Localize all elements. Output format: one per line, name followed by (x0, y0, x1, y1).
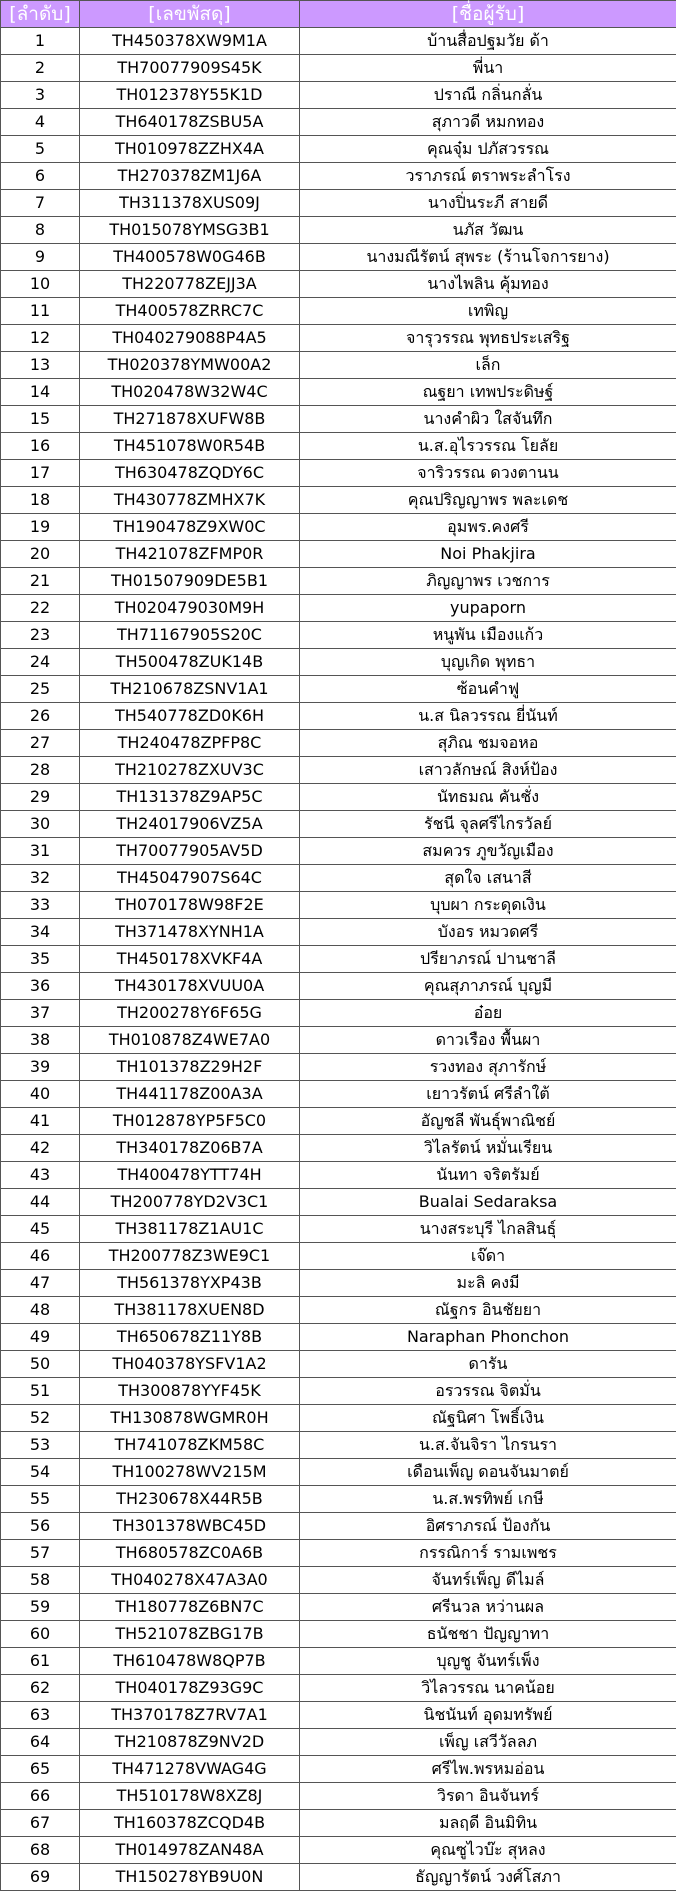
row-number: 15 (1, 406, 80, 433)
tracking-number: TH180778Z6BN7C (80, 1594, 300, 1621)
row-number: 36 (1, 973, 80, 1000)
tracking-number: TH400578W0G46B (80, 244, 300, 271)
recipient-name: ศรีนวล หว่านผล (300, 1594, 676, 1621)
table-row (1, 1081, 676, 1108)
recipient-name: เยาวรัตน์ ศรีลำใต้ (300, 1081, 676, 1108)
recipient-name: กรรณิการ์ รามเพชร (300, 1540, 676, 1567)
table-row (1, 730, 676, 757)
recipient-name: นิชนันท์ อุดมทรัพย์ (300, 1702, 676, 1729)
tracking-number: TH521078ZBG17B (80, 1621, 300, 1648)
table-row (1, 892, 676, 919)
tracking-number: TH371478XYNH1A (80, 919, 300, 946)
row-number: 63 (1, 1702, 80, 1729)
tracking-number: TH650678Z11Y8B (80, 1324, 300, 1351)
row-number: 35 (1, 946, 80, 973)
tracking-number: TH200778YD2V3C1 (80, 1189, 300, 1216)
tracking-number: TH160378ZCQD4B (80, 1810, 300, 1837)
recipient-name: เล็ก (300, 352, 676, 379)
recipient-name: ภิญญาพร เวชการ (300, 568, 676, 595)
row-number: 52 (1, 1405, 80, 1432)
tracking-number: TH400578ZRRC7C (80, 298, 300, 325)
tracking-number: TH450378XW9M1A (80, 28, 300, 55)
row-number: 23 (1, 622, 80, 649)
recipient-name: คุณจุ๋ม ปภัสวรรณ (300, 136, 676, 163)
tracking-number: TH301378WBC45D (80, 1513, 300, 1540)
table-row (1, 487, 676, 514)
recipient-name: รัชนี จุลศรีไกรวัลย์ (300, 811, 676, 838)
row-number: 54 (1, 1459, 80, 1486)
tracking-number: TH040278X47A3A0 (80, 1567, 300, 1594)
row-number: 31 (1, 838, 80, 865)
row-number: 38 (1, 1027, 80, 1054)
row-number: 49 (1, 1324, 80, 1351)
recipient-name: มลฤดี อินมิทิน (300, 1810, 676, 1837)
row-number: 34 (1, 919, 80, 946)
table-row (1, 406, 676, 433)
row-number: 40 (1, 1081, 80, 1108)
row-number: 6 (1, 163, 80, 190)
recipient-name: Naraphan Phonchon (300, 1324, 676, 1351)
tracking-number: TH040178Z93G9C (80, 1675, 300, 1702)
row-number: 16 (1, 433, 80, 460)
tracking-number: TH015078YMSG3B1 (80, 217, 300, 244)
recipient-name: ณฐยา เทพประดิษฐ์ (300, 379, 676, 406)
tracking-number: TH01507909DE5B1 (80, 568, 300, 595)
recipient-name: ปราณี กลิ่นกลั่น (300, 82, 676, 109)
tracking-number: TH200278Y6F65G (80, 1000, 300, 1027)
row-number: 42 (1, 1135, 80, 1162)
table-row (1, 1810, 676, 1837)
table-row (1, 217, 676, 244)
table-row (1, 1675, 676, 1702)
recipient-name: ดาวเรือง พื้นผา (300, 1027, 676, 1054)
recipient-name: เพ็ญ เสวีวัลลภ (300, 1729, 676, 1756)
row-number: 26 (1, 703, 80, 730)
recipient-name: น.ส.อุไรวรรณ โยลัย (300, 433, 676, 460)
table-row (1, 325, 676, 352)
recipient-name: หนูพัน เมืองแก้ว (300, 622, 676, 649)
row-number: 14 (1, 379, 80, 406)
tracking-number: TH230678X44R5B (80, 1486, 300, 1513)
recipient-name: เสาวลักษณ์ สิงห์ป้อง (300, 757, 676, 784)
table-row (1, 1351, 676, 1378)
tracking-number: TH630478ZQDY6C (80, 460, 300, 487)
recipient-name: นางสระบุรี ไกลสินธุ์ (300, 1216, 676, 1243)
recipient-name: yupaporn (300, 595, 676, 622)
tracking-number: TH150278YB9U0N (80, 1864, 300, 1891)
tracking-number: TH130878WGMR0H (80, 1405, 300, 1432)
table-row (1, 298, 676, 325)
tracking-number: TH680578ZC0A6B (80, 1540, 300, 1567)
tracking-number: TH421078ZFMP0R (80, 541, 300, 568)
recipient-name: ศรีไพ.พรหมอ่อน (300, 1756, 676, 1783)
column-header-recipient-name: [ชื่อผู้รับ] (300, 1, 676, 28)
table-row (1, 811, 676, 838)
row-number: 39 (1, 1054, 80, 1081)
tracking-number: TH020479030M9H (80, 595, 300, 622)
tracking-number: TH450178XVKF4A (80, 946, 300, 973)
column-header-tracking-number: [เลขพัสดุ] (80, 1, 300, 28)
row-number: 3 (1, 82, 80, 109)
row-number: 4 (1, 109, 80, 136)
recipient-name: บังอร หมวดศรี (300, 919, 676, 946)
tracking-number: TH400478YTT74H (80, 1162, 300, 1189)
row-number: 27 (1, 730, 80, 757)
table-row (1, 1594, 676, 1621)
table-row (1, 595, 676, 622)
table-row (1, 1000, 676, 1027)
recipient-name: จันทร์เพ็ญ ดีไมล์ (300, 1567, 676, 1594)
recipient-name: คุณปริญญาพร พละเดช (300, 487, 676, 514)
recipient-name: นภัส วัฒน (300, 217, 676, 244)
table-row (1, 82, 676, 109)
recipient-name: อิศราภรณ์ ป้องกัน (300, 1513, 676, 1540)
tracking-number: TH210878Z9NV2D (80, 1729, 300, 1756)
recipient-name: จารุวรรณ พุทธประเสริฐ (300, 325, 676, 352)
tracking-number: TH430178XVUU0A (80, 973, 300, 1000)
table-row (1, 1621, 676, 1648)
tracking-number: TH441178Z00A3A (80, 1081, 300, 1108)
recipient-name: ธนัชชา ปัญญาทา (300, 1621, 676, 1648)
tracking-number: TH014978ZAN48A (80, 1837, 300, 1864)
table-row (1, 568, 676, 595)
table-row (1, 1108, 676, 1135)
row-number: 53 (1, 1432, 80, 1459)
recipient-name: นางคำผิว ใสจันทึก (300, 406, 676, 433)
row-number: 65 (1, 1756, 80, 1783)
table-row (1, 55, 676, 82)
recipient-name: อรวรรณ จิตมั่น (300, 1378, 676, 1405)
tracking-number: TH190478Z9XW0C (80, 514, 300, 541)
row-number: 68 (1, 1837, 80, 1864)
recipient-name: วราภรณ์ ตราพระลำโรง (300, 163, 676, 190)
row-number: 8 (1, 217, 80, 244)
tracking-number: TH070178W98F2E (80, 892, 300, 919)
table-row (1, 1459, 676, 1486)
tracking-number: TH340178Z06B7A (80, 1135, 300, 1162)
row-number: 20 (1, 541, 80, 568)
row-number: 5 (1, 136, 80, 163)
table-row (1, 433, 676, 460)
recipient-name: สุภิณ ชมจอหอ (300, 730, 676, 757)
recipient-name: อัญชลี พันธุ์พาณิชย์ (300, 1108, 676, 1135)
tracking-number: TH131378Z9AP5C (80, 784, 300, 811)
row-number: 66 (1, 1783, 80, 1810)
tracking-number: TH012378Y55K1D (80, 82, 300, 109)
recipient-name: บุญเกิด พุทธา (300, 649, 676, 676)
recipient-name: จาริวรรณ ดวงตานน (300, 460, 676, 487)
table-row (1, 676, 676, 703)
row-number: 56 (1, 1513, 80, 1540)
row-number: 48 (1, 1297, 80, 1324)
recipient-name: ปรียาภรณ์ ปานชาลี (300, 946, 676, 973)
table-row (1, 244, 676, 271)
table-row (1, 1027, 676, 1054)
table-row (1, 1756, 676, 1783)
table-row (1, 1837, 676, 1864)
table-row (1, 1783, 676, 1810)
tracking-number: TH610478W8QP7B (80, 1648, 300, 1675)
tracking-number: TH640178ZSBU5A (80, 109, 300, 136)
tracking-number: TH311378XUS09J (80, 190, 300, 217)
recipient-name: วิไลรัตน์ หมั่นเรียน (300, 1135, 676, 1162)
table-row (1, 1189, 676, 1216)
table-row (1, 973, 676, 1000)
tracking-number: TH370178Z7RV7A1 (80, 1702, 300, 1729)
tracking-number: TH45047907S64C (80, 865, 300, 892)
tracking-number: TH471278VWAG4G (80, 1756, 300, 1783)
tracking-number: TH220778ZEJJ3A (80, 271, 300, 298)
recipient-name: บ้านสื่อปฐมวัย ด้า (300, 28, 676, 55)
table-row (1, 1702, 676, 1729)
recipient-name: อ๋อย (300, 1000, 676, 1027)
tracking-number: TH510178W8XZ8J (80, 1783, 300, 1810)
recipient-name: นันทา จริตรัมย์ (300, 1162, 676, 1189)
table-row (1, 514, 676, 541)
recipient-name: สมควร ภูขวัญเมือง (300, 838, 676, 865)
row-number: 60 (1, 1621, 80, 1648)
tracking-number: TH100278WV215M (80, 1459, 300, 1486)
tracking-number: TH010878Z4WE7A0 (80, 1027, 300, 1054)
tracking-number: TH741078ZKM58C (80, 1432, 300, 1459)
recipient-name: บุบผา กระดุดเงิน (300, 892, 676, 919)
row-number: 7 (1, 190, 80, 217)
table-row (1, 1162, 676, 1189)
table-row (1, 1540, 676, 1567)
tracking-number: TH271878XUFW8B (80, 406, 300, 433)
table-row (1, 1270, 676, 1297)
table-row (1, 1432, 676, 1459)
table-row (1, 1135, 676, 1162)
recipient-name: นางปิ่นระภี สายดี (300, 190, 676, 217)
row-number: 28 (1, 757, 80, 784)
row-number: 9 (1, 244, 80, 271)
row-number: 55 (1, 1486, 80, 1513)
row-number: 51 (1, 1378, 80, 1405)
tracking-number: TH71167905S20C (80, 622, 300, 649)
tracking-number: TH500478ZUK14B (80, 649, 300, 676)
row-number: 17 (1, 460, 80, 487)
recipient-name: นางไพลิน คุ้มทอง (300, 271, 676, 298)
row-number: 32 (1, 865, 80, 892)
recipient-name: สุดใจ เสนาสี (300, 865, 676, 892)
row-number: 29 (1, 784, 80, 811)
table-row (1, 1567, 676, 1594)
tracking-number: TH010978ZZHX4A (80, 136, 300, 163)
row-number: 22 (1, 595, 80, 622)
tracking-number: TH012878YP5F5C0 (80, 1108, 300, 1135)
table-row (1, 1648, 676, 1675)
row-number: 58 (1, 1567, 80, 1594)
row-number: 24 (1, 649, 80, 676)
row-number: 30 (1, 811, 80, 838)
row-number: 64 (1, 1729, 80, 1756)
recipient-name: วิไลวรรณ นาคน้อย (300, 1675, 676, 1702)
table-row (1, 946, 676, 973)
recipient-name: นัทธมณ คันชั่ง (300, 784, 676, 811)
table-row (1, 784, 676, 811)
row-number: 45 (1, 1216, 80, 1243)
tracking-number: TH240478ZPFP8C (80, 730, 300, 757)
recipient-name: คุณซูไวบ๊ะ สุหลง (300, 1837, 676, 1864)
table-row (1, 271, 676, 298)
tracking-number: TH24017906VZ5A (80, 811, 300, 838)
recipient-name: วิรดา อินจันทร์ (300, 1783, 676, 1810)
table-row (1, 1864, 676, 1891)
recipient-name: เจ๊ดา (300, 1243, 676, 1270)
table-row (1, 1513, 676, 1540)
recipient-name: ซ้อนคำฟู (300, 676, 676, 703)
table-row (1, 838, 676, 865)
tracking-number: TH210678ZSNV1A1 (80, 676, 300, 703)
recipient-name: ดารัน (300, 1351, 676, 1378)
recipient-name: มะลิ คงมี (300, 1270, 676, 1297)
table-row (1, 136, 676, 163)
recipient-name: ณัฐกร อินชัยยา (300, 1297, 676, 1324)
tracking-number: TH020378YMW00A2 (80, 352, 300, 379)
tracking-number: TH70077909S45K (80, 55, 300, 82)
table-row (1, 1405, 676, 1432)
table-row (1, 1729, 676, 1756)
row-number: 59 (1, 1594, 80, 1621)
recipient-name: รวงทอง สุภารักษ์ (300, 1054, 676, 1081)
row-number: 11 (1, 298, 80, 325)
table-row (1, 1243, 676, 1270)
table-row (1, 757, 676, 784)
table-row (1, 649, 676, 676)
recipient-name: นางมณีรัตน์ สุพระ (ร้านโจการยาง) (300, 244, 676, 271)
table-row (1, 28, 676, 55)
row-number: 19 (1, 514, 80, 541)
table-row (1, 352, 676, 379)
tracking-number: TH101378Z29H2F (80, 1054, 300, 1081)
row-number: 25 (1, 676, 80, 703)
recipient-name: Noi Phakjira (300, 541, 676, 568)
row-number: 33 (1, 892, 80, 919)
recipient-name: บุญชู จันทร์เพ็ง (300, 1648, 676, 1675)
tracking-number: TH451078W0R54B (80, 433, 300, 460)
tracking-number: TH270378ZM1J6A (80, 163, 300, 190)
header-row (1, 1, 676, 28)
tracking-number: TH381178Z1AU1C (80, 1216, 300, 1243)
row-number: 12 (1, 325, 80, 352)
row-number: 21 (1, 568, 80, 595)
table-row (1, 703, 676, 730)
tracking-number: TH70077905AV5D (80, 838, 300, 865)
row-number: 43 (1, 1162, 80, 1189)
tracking-number: TH300878YYF45K (80, 1378, 300, 1405)
recipient-name: พี่นา (300, 55, 676, 82)
recipient-name: ณัฐนิศา โพธิ์เงิน (300, 1405, 676, 1432)
row-number: 46 (1, 1243, 80, 1270)
row-number: 47 (1, 1270, 80, 1297)
column-header-order: [ลำดับ] (1, 1, 80, 28)
table-row (1, 919, 676, 946)
tracking-number: TH561378YXP43B (80, 1270, 300, 1297)
tracking-number: TH020478W32W4C (80, 379, 300, 406)
table-row (1, 1216, 676, 1243)
table-row (1, 1324, 676, 1351)
table-row (1, 622, 676, 649)
table-row (1, 1297, 676, 1324)
table-row (1, 1378, 676, 1405)
tracking-number: TH040279088P4A5 (80, 325, 300, 352)
table-row (1, 1054, 676, 1081)
row-number: 57 (1, 1540, 80, 1567)
row-number: 1 (1, 28, 80, 55)
tracking-number: TH430778ZMHX7K (80, 487, 300, 514)
row-number: 2 (1, 55, 80, 82)
table-row (1, 190, 676, 217)
row-number: 61 (1, 1648, 80, 1675)
row-number: 41 (1, 1108, 80, 1135)
row-number: 44 (1, 1189, 80, 1216)
tracking-number: TH540778ZD0K6H (80, 703, 300, 730)
recipient-name: คุณสุภาภรณ์ บุญมี (300, 973, 676, 1000)
recipient-name: น.ส.พรทิพย์ เกษี (300, 1486, 676, 1513)
row-number: 69 (1, 1864, 80, 1891)
recipient-name: น.ส.จันจิรา ไกรนรา (300, 1432, 676, 1459)
row-number: 67 (1, 1810, 80, 1837)
recipient-name: ธัญญารัตน์ วงศ์โสภา (300, 1864, 676, 1891)
table-row (1, 163, 676, 190)
tracking-number: TH210278ZXUV3C (80, 757, 300, 784)
tracking-number: TH040378YSFV1A2 (80, 1351, 300, 1378)
row-number: 13 (1, 352, 80, 379)
row-number: 37 (1, 1000, 80, 1027)
tracking-number: TH200778Z3WE9C1 (80, 1243, 300, 1270)
recipient-name: เดือนเพ็ญ ดอนจันมาตย์ (300, 1459, 676, 1486)
recipient-name: เทพิญ (300, 298, 676, 325)
recipient-name: สุภาวดี หมกทอง (300, 109, 676, 136)
row-number: 18 (1, 487, 80, 514)
row-number: 62 (1, 1675, 80, 1702)
row-number: 10 (1, 271, 80, 298)
table-row (1, 460, 676, 487)
table-row (1, 109, 676, 136)
table-row (1, 1486, 676, 1513)
table-row (1, 541, 676, 568)
recipient-name: น.ส นิลวรรณ ยี่นันท์ (300, 703, 676, 730)
recipient-name: Bualai Sedaraksa (300, 1189, 676, 1216)
table-row (1, 865, 676, 892)
tracking-number: TH381178XUEN8D (80, 1297, 300, 1324)
table-row (1, 379, 676, 406)
row-number: 50 (1, 1351, 80, 1378)
recipient-name: อุมพร.คงศรี (300, 514, 676, 541)
